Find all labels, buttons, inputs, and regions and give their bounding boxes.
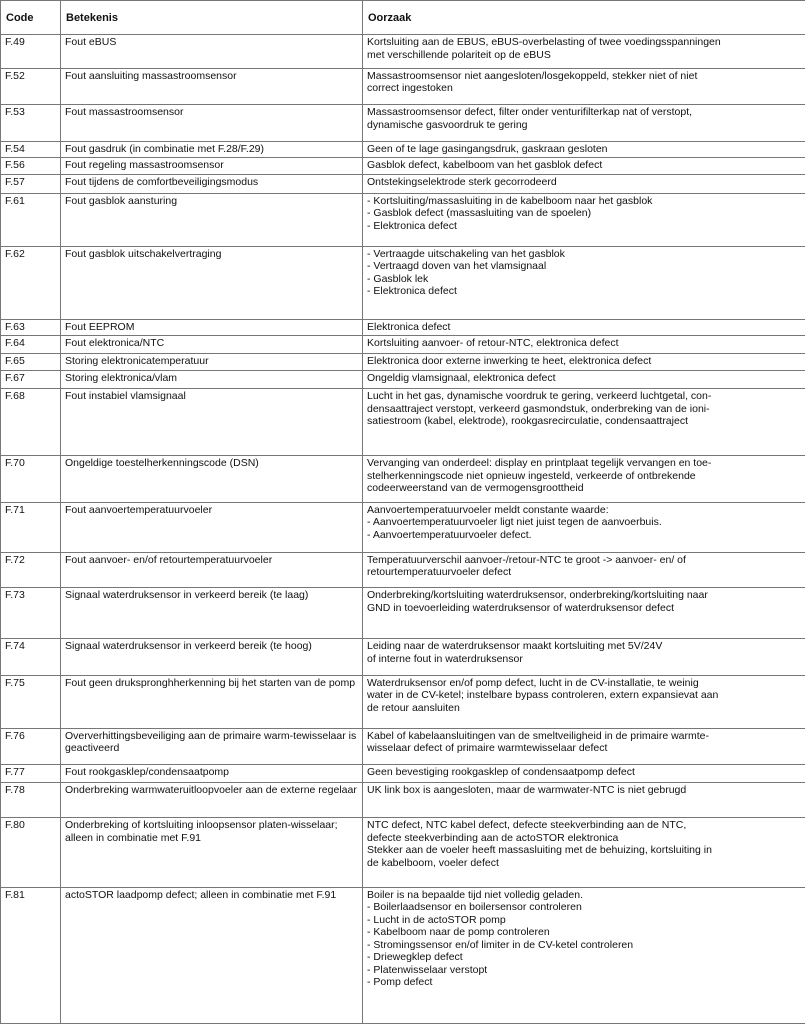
cause-line: - Platenwisselaar verstopt	[367, 963, 488, 976]
cause-line: GND in toevoerleiding waterdruksensor of waterdruksensor defect	[367, 601, 674, 614]
cell-code: F.54	[1, 141, 61, 157]
cell-meaning: Signaal waterdruksensor in verkeerd bereik (te laag)	[61, 588, 363, 639]
table-row	[1, 456, 805, 502]
cell-cause	[363, 765, 805, 782]
cell-cause	[363, 818, 805, 887]
cause-line: - Driewegklep defect	[367, 951, 463, 964]
cause-line: Kortsluiting aanvoer- of retour-NTC, elektronica defect	[367, 337, 619, 350]
cell-code: F.62	[1, 246, 61, 319]
cell-cause	[363, 456, 805, 502]
cell-meaning: Fout gasblok uitschakelvertraging	[61, 246, 363, 319]
cell-code: F.77	[1, 765, 61, 782]
cause-line: - Stromingssensor en/of limiter in de CV-ketel controleren	[367, 938, 634, 951]
table-row	[1, 782, 805, 818]
cause-line: Elektronica defect	[367, 321, 451, 334]
cause-line: stelherkenningscode niet opnieuw ingesteld, verkeerde of ontbrekende	[367, 469, 696, 482]
table-row	[1, 675, 805, 728]
cell-code: F.81	[1, 887, 61, 1023]
cause-line: de kabelboom, voeler defect	[367, 856, 499, 869]
table-row	[1, 552, 805, 588]
cell-code: F.70	[1, 456, 61, 502]
cell-meaning: Onderbreking warmwateruitloopvoeler aan de externe regelaar	[61, 782, 363, 818]
cause-line: NTC defect, NTC kabel defect, defecte steekverbinding aan de NTC,	[367, 819, 687, 832]
table-row	[1, 389, 805, 456]
cell-code: F.67	[1, 371, 61, 389]
cell-meaning: Fout gasdruk (in combinatie met F.28/F.29)	[61, 141, 363, 157]
cause-line: Ongeldig vlamsignaal, elektronica defect	[367, 372, 556, 385]
cell-cause	[363, 728, 805, 765]
cell-cause	[363, 782, 805, 818]
cell-code: F.61	[1, 193, 61, 246]
cause-line: Leiding naar de waterdruksensor maakt kortsluiting met 5V/24V	[367, 640, 663, 653]
cell-cause	[363, 320, 805, 336]
cell-meaning: Fout elektronica/NTC	[61, 336, 363, 353]
cause-line: Elektronica door externe inwerking te heet, elektronica defect	[367, 354, 652, 367]
cause-line: - Vertraagd doven van het vlamsignaal	[367, 260, 547, 273]
cell-code: F.57	[1, 175, 61, 193]
cause-line: dynamische gasvoordruk te gering	[367, 118, 528, 131]
cell-meaning: Onderbreking of kortsluiting inloopsensor platen-wisselaar; alleen in combinatie met F.91	[61, 818, 363, 887]
cell-code: F.71	[1, 502, 61, 552]
cell-meaning: Fout geen drukspronghherkenning bij het starten van de pomp	[61, 675, 363, 728]
table-row	[1, 765, 805, 782]
cell-meaning: Signaal waterdruksensor in verkeerd bereik (te hoog)	[61, 639, 363, 676]
cell-code: F.75	[1, 675, 61, 728]
table-row	[1, 728, 805, 765]
cause-line: Geen bevestiging rookgasklep of condensaatpomp defect	[367, 766, 635, 779]
cell-meaning: Fout gasblok aansturing	[61, 193, 363, 246]
cell-meaning: Fout instabiel vlamsignaal	[61, 389, 363, 456]
cell-cause	[363, 68, 805, 105]
cell-code: F.49	[1, 35, 61, 69]
cause-line: - Pomp defect	[367, 976, 433, 989]
cause-line: - Kortsluiting/massasluiting in de kabelboom naar het gasblok	[367, 194, 653, 207]
cell-cause	[363, 389, 805, 456]
table-row	[1, 35, 805, 69]
cause-line: Waterdruksensor en/of pomp defect, lucht in de CV-installatie, te weinig	[367, 676, 699, 689]
cause-line: - Gasblok lek	[367, 272, 429, 285]
cell-meaning: Fout regeling massastroomsensor	[61, 158, 363, 175]
table-row	[1, 502, 805, 552]
table-row	[1, 320, 805, 336]
cause-line: - Aanvoertemperatuurvoeler defect.	[367, 528, 532, 541]
table-row	[1, 639, 805, 676]
cell-cause	[363, 246, 805, 319]
table-row	[1, 68, 805, 105]
cell-meaning: Fout EEPROM	[61, 320, 363, 336]
cause-line: - Elektronica defect	[367, 219, 457, 232]
table-row	[1, 141, 805, 157]
cell-cause	[363, 371, 805, 389]
table-row	[1, 175, 805, 193]
header-row	[1, 1, 805, 35]
cause-line: Boiler is na bepaalde tijd niet volledig geladen.	[367, 888, 583, 901]
cause-line: codeerweerstand van de vermogensgroottheid	[367, 482, 584, 495]
cause-line: retourtemperatuurvoeler defect	[367, 566, 512, 579]
cell-meaning: actoSTOR laadpomp defect; alleen in combinatie met F.91	[61, 887, 363, 1023]
cause-line: satiestroom (kabel, elektrode), rookgasrecirculatie, condensaattraject	[367, 415, 688, 428]
table-row	[1, 371, 805, 389]
cause-line: wisselaar defect of primaire warmtewisselaar defect	[367, 742, 608, 755]
cell-cause	[363, 193, 805, 246]
cell-cause	[363, 675, 805, 728]
cell-meaning: Fout aanvoertemperatuurvoeler	[61, 502, 363, 552]
cause-line: Aanvoertemperatuurvoeler meldt constante waarde:	[367, 503, 609, 516]
cell-meaning: Fout rookgasklep/condensaatpomp	[61, 765, 363, 782]
cause-line: Kabel of kabelaansluitingen van de smeltveiligheid in de primaire warmte-	[367, 729, 710, 742]
cell-cause	[363, 141, 805, 157]
cause-line: densaattraject verstopt, verkeerd gasmondstuk, onderbreking van de ioni-	[367, 402, 710, 415]
cause-line: water in de CV-ketel; instelbare bypass controleren, extern expansievat aan	[367, 689, 719, 702]
cell-code: F.78	[1, 782, 61, 818]
cause-line: Gasblok defect, kabelboom van het gasblok defect	[367, 159, 603, 172]
cell-code: F.52	[1, 68, 61, 105]
header-cause: Oorzaak	[363, 1, 805, 35]
cause-line: of interne fout in waterdruksensor	[367, 652, 523, 665]
header-meaning: Betekenis	[61, 1, 363, 35]
cell-meaning: Fout aansluiting massastroomsensor	[61, 68, 363, 105]
cause-line: Lucht in het gas, dynamische voordruk te gering, verkeerd luchtgetal, con-	[367, 390, 712, 403]
cell-meaning: Fout tijdens de comfortbeveiligingsmodus	[61, 175, 363, 193]
fault-table-body	[1, 35, 805, 1024]
cause-line: - Lucht in de actoSTOR pomp	[367, 913, 506, 926]
cause-line: Vervanging van onderdeel: display en printplaat tegelijk vervangen en toe-	[367, 457, 712, 470]
cause-line: Kortsluiting aan de EBUS, eBUS-overbelasting of twee voedingsspanningen	[367, 36, 721, 48]
cell-cause	[363, 353, 805, 370]
table-row	[1, 105, 805, 142]
cell-meaning: Fout aanvoer- en/of retourtemperatuurvoeler	[61, 552, 363, 588]
cause-line: - Gasblok defect (massasluiting van de spoelen)	[367, 207, 592, 220]
cause-line: - Elektronica defect	[367, 285, 457, 298]
cause-line: correct ingestoken	[367, 82, 453, 94]
cell-meaning: Storing elektronica/vlam	[61, 371, 363, 389]
cell-code: F.64	[1, 336, 61, 353]
cause-line: Ontstekingselektrode sterk gecorrodeerd	[367, 176, 557, 189]
cell-cause	[363, 175, 805, 193]
cell-meaning: Storing elektronicatemperatuur	[61, 353, 363, 370]
table-row	[1, 818, 805, 887]
cause-line: - Vertraagde uitschakeling van het gasblok	[367, 247, 565, 260]
cell-code: F.72	[1, 552, 61, 588]
cell-cause	[363, 502, 805, 552]
cell-code: F.73	[1, 588, 61, 639]
cell-cause	[363, 552, 805, 588]
table-row	[1, 353, 805, 370]
table-row	[1, 588, 805, 639]
table-row	[1, 336, 805, 353]
table-row	[1, 246, 805, 319]
cell-code: F.74	[1, 639, 61, 676]
cause-line: - Aanvoertemperatuurvoeler ligt niet juist tegen de aanvoerbuis.	[367, 516, 662, 529]
cause-line: Onderbreking/kortsluiting waterdruksensor, onderbreking/kortsluiting naar	[367, 589, 708, 602]
cause-line: Geen of te lage gasingangsdruk, gaskraan gesloten	[367, 142, 608, 155]
cell-cause	[363, 105, 805, 142]
cell-code: F.68	[1, 389, 61, 456]
header-code: Code	[1, 1, 61, 35]
cell-code: F.53	[1, 105, 61, 142]
cause-line: defecte steekverbinding aan de actoSTOR elektronica	[367, 831, 619, 844]
cell-meaning: Ongeldige toestelherkenningscode (DSN)	[61, 456, 363, 502]
cell-code: F.80	[1, 818, 61, 887]
table-row	[1, 193, 805, 246]
cell-code: F.56	[1, 158, 61, 175]
cell-code: F.63	[1, 320, 61, 336]
table-row	[1, 887, 805, 1023]
cell-meaning: Fout eBUS	[61, 35, 363, 69]
cause-line: - Boilerlaadsensor en boilersensor controleren	[367, 901, 582, 914]
cause-line: Stekker aan de voeler heeft massasluiting met de behuizing, kortsluiting in	[367, 844, 712, 857]
cause-line: Temperatuurverschil aanvoer-/retour-NTC te groot -> aanvoer- en/ of	[367, 553, 686, 566]
cell-cause	[363, 35, 805, 69]
cell-meaning: Oververhittingsbeveiliging aan de primaire warm-tewisselaar is geactiveerd	[61, 728, 363, 765]
cell-code: F.65	[1, 353, 61, 370]
cell-cause	[363, 336, 805, 353]
cause-line: Massastroomsensor defect, filter onder venturifilterkap nat of verstopt,	[367, 106, 693, 119]
cell-code: F.76	[1, 728, 61, 765]
cause-line: - Kabelboom naar de pomp controleren	[367, 926, 550, 939]
cell-cause	[363, 887, 805, 1023]
cause-line: Massastroomsensor niet aangesloten/losgekoppeld, stekker niet of niet	[367, 69, 698, 82]
cell-cause	[363, 158, 805, 175]
cell-meaning: Fout massastroomsensor	[61, 105, 363, 142]
cell-cause	[363, 588, 805, 639]
table-row	[1, 158, 805, 175]
cell-cause	[363, 639, 805, 676]
cause-line: met verschillende polariteit op de eBUS	[367, 48, 551, 61]
cause-line: de retour aansluiten	[367, 701, 460, 714]
cause-line: UK link box is aangesloten, maar de warmwater-NTC is niet gebrugd	[367, 783, 687, 796]
